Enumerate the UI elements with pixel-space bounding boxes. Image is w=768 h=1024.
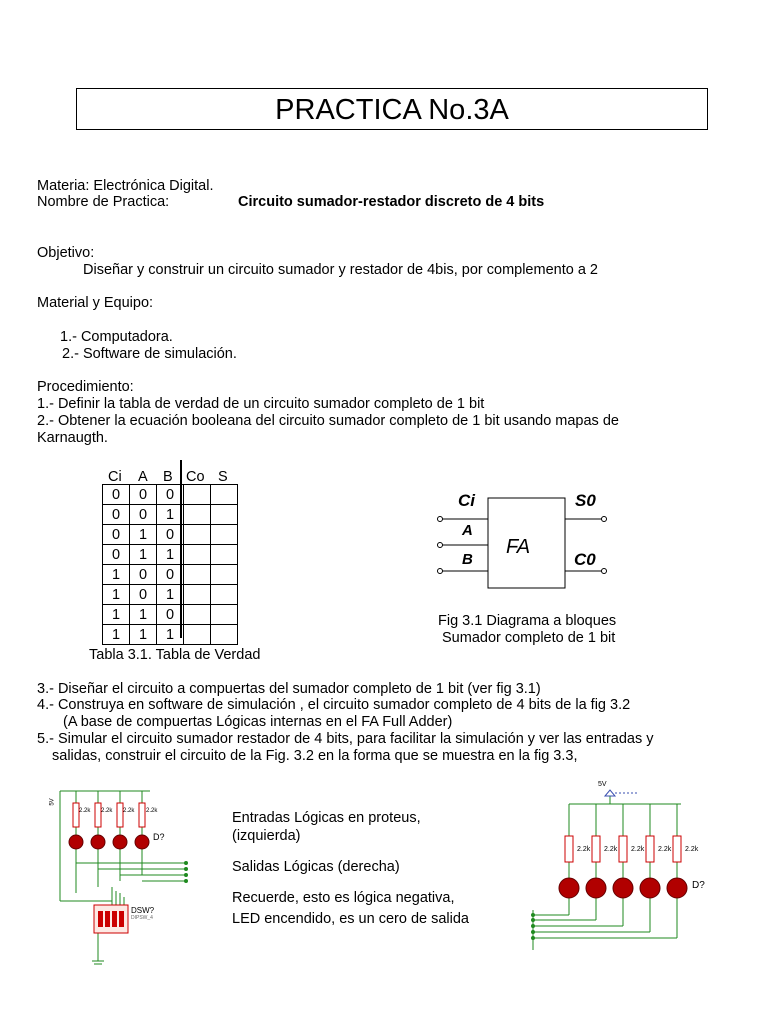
terminal-s0 — [602, 517, 607, 522]
fa-label-ci: Ci — [458, 491, 475, 510]
step-4-line2: (A base de compuertas Lógicas internas en el FA Full Adder) — [63, 714, 453, 730]
step-5-line1: 5.- Simular el circuito sumador restador de 4 bits, para facilitar la simulación y ver las entradas y — [37, 731, 654, 747]
fa-label-s0: S0 — [575, 491, 596, 510]
table-row: 1 0 1 — [103, 585, 238, 605]
fa-block-label: FA — [506, 536, 531, 558]
fa-caption-line1: Fig 3.1 Diagrama a bloques — [438, 613, 617, 629]
nombre-value: Circuito sumador-restador discreto de 4 bits — [238, 194, 545, 210]
left-resistor-1-label: 2.2k — [79, 808, 91, 814]
note-line4: Recuerde, esto es lógica negativa, — [232, 890, 455, 906]
left-switch-ref: DSW? — [131, 906, 155, 915]
tt-header-b: B — [163, 469, 173, 485]
right-resistor-2-label: 2.2k — [604, 846, 618, 853]
fa-label-a: A — [462, 522, 473, 539]
title-box — [76, 88, 708, 130]
table-row: 0 0 0 — [103, 485, 238, 505]
step-1: 1.- Definir la tabla de verdad de un circuito sumador completo de 1 bit — [37, 396, 485, 412]
terminal-c0 — [602, 569, 607, 574]
right-resistor-1-label: 2.2k — [577, 846, 591, 853]
table-row: 1 1 0 — [103, 605, 238, 625]
objetivo-heading: Objetivo: — [37, 245, 95, 261]
left-switch-part: DIPSW_4 — [131, 915, 153, 921]
table-row: 0 1 0 — [103, 525, 238, 545]
step-2-line1: 2.- Obtener la ecuación booleana del circuito sumador completo de 1 bit usando mapas de — [37, 413, 619, 429]
right-resistor-3-label: 2.2k — [631, 846, 645, 853]
right-resistor-4-label: 2.2k — [658, 846, 672, 853]
terminal-ci — [438, 517, 443, 522]
step-2-line2: Karnaugth. — [37, 430, 108, 446]
truth-table-caption: Tabla 3.1. Tabla de Verdad — [89, 647, 261, 663]
step-4-line1: 4.- Construya en software de simulación , el circuito sumador completo de 4 bits de la fig 3.2 — [37, 697, 631, 713]
note-line2: (izquierda) — [232, 828, 301, 844]
table-row: 0 1 1 — [103, 545, 238, 565]
material-heading: Material y Equipo: — [37, 295, 154, 311]
material-item-2: 2.- Software de simulación. — [62, 346, 237, 362]
terminal-b — [438, 569, 443, 574]
nombre-label: Nombre de Practica: — [37, 194, 170, 210]
terminal-a — [438, 543, 443, 548]
left-led-ref: D? — [153, 832, 165, 842]
procedimiento-heading: Procedimiento: — [37, 379, 134, 395]
objetivo-text: Diseñar y construir un circuito sumador y restador de 4bis, por complemento a 2 — [83, 262, 598, 278]
step-5-line2: salidas, construir el circuito de la Fig. 3.2 en la forma que se muestra en la fig 3.3, — [52, 748, 578, 764]
left-supply-label: 5V — [49, 798, 56, 806]
left-resistor-3-label: 2.2k — [123, 808, 135, 814]
table-row: 0 0 1 — [103, 505, 238, 525]
tt-header-ci: Ci — [108, 469, 122, 485]
right-led-ref: D? — [692, 880, 705, 891]
truth-table — [102, 484, 238, 645]
table-row: 1 1 1 — [103, 625, 238, 645]
right-circuit-schematic — [525, 780, 715, 960]
left-resistor-4-label: 2.2k — [146, 808, 158, 814]
material-item-1: 1.- Computadora. — [60, 329, 173, 345]
table-row: 1 0 0 — [103, 565, 238, 585]
fa-caption-line2: Sumador completo de 1 bit — [442, 630, 616, 646]
tt-header-co: Co — [186, 469, 205, 485]
step-3: 3.- Diseñar el circuito a compuertas del sumador completo de 1 bit (ver fig 3.1) — [37, 681, 541, 697]
tt-header-a: A — [138, 469, 148, 485]
fa-label-b: B — [462, 551, 473, 568]
note-line1: Entradas Lógicas en proteus, — [232, 810, 421, 826]
materia-line: Materia: Electrónica Digital. — [37, 178, 214, 194]
left-resistor-2-label: 2.2k — [101, 808, 113, 814]
page-title: PRACTICA No.3A — [275, 94, 509, 126]
note-line3: Salidas Lógicas (derecha) — [232, 859, 400, 875]
right-supply-label: 5V — [598, 781, 607, 788]
fa-label-c0: C0 — [574, 550, 596, 569]
right-resistor-5-label: 2.2k — [685, 846, 699, 853]
tt-header-s: S — [218, 469, 228, 485]
note-line5: LED encendido, es un cero de salida — [232, 911, 469, 927]
